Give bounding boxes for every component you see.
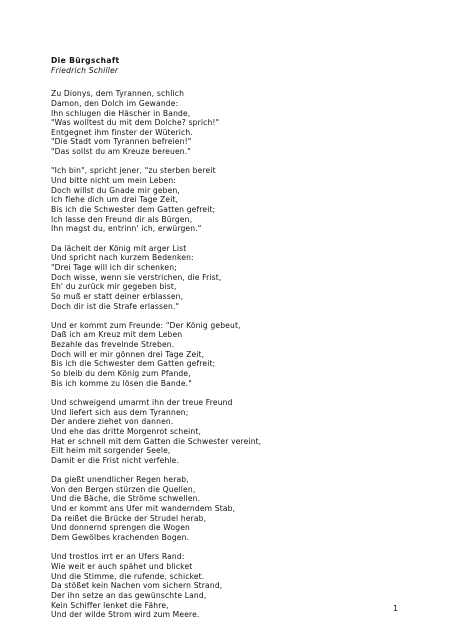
stanza [51,552,421,620]
verse-line: Ihn magst du, entrinn' ich, erwürgen." [51,224,202,234]
stanza [51,398,421,466]
verse-line: Damit er die Frist nicht verfehle. [51,455,180,465]
verse-line: Eilt heim mit sorgender Seele, [51,446,171,456]
poem-author: Friedrich Schiller [51,65,119,75]
verse-line: Damon, den Dolch im Gewande: [51,98,179,108]
poem-title: Die Bürgschaft [51,56,120,65]
document-page [51,56,421,620]
verse-line: Bis ich komme zu lösen die Bande." [51,378,192,388]
verse-line: Kein Schiffer lenket die Fähre, [51,600,169,610]
verse-line: "Die Stadt vom Tyrannen befreien!" [51,137,192,147]
verse-line: Ich flehe dich um drei Tage Zeit, [51,195,179,205]
stanza [51,89,421,157]
stanza [51,475,421,543]
verse-line: Ihn schlugen die Häscher in Bande, [51,108,191,118]
verse-line: Doch dir ist die Strafe erlassen." [51,301,180,311]
verse-line: Und bitte nicht um mein Leben: [51,176,177,186]
verse-line: "Was wolltest du mit dem Dolche? sprich!" [51,118,220,128]
verse-line: Und trostlos irrt er an Ufers Rand: [51,552,185,562]
stanza [51,244,421,312]
verse-line: Und donnernd sprengen die Wogen [51,523,191,533]
verse-line: Da gießt unendlicher Regen herab, [51,475,189,485]
verse-line: Entgegnet ihm finster der Wüterich. [51,127,193,137]
verse-line: Da stößet kein Nachen vom sichern Strand, [51,581,223,591]
verse-line: Und der wilde Strom wird zum Meere. [51,610,200,620]
verse-line: Bis ich die Schwester dem Gatten gefreit; [51,205,216,214]
verse-line: Der ihn setze an das gewünschte Land, [51,590,207,600]
verse-line: Wie weit er auch spähet und blicket [51,561,193,571]
stanza [51,166,421,234]
verse-line: Da lächelt der König mit arger List [51,243,187,253]
verse-line: Doch will er mir gönnen drei Tage Zeit, [51,349,205,359]
verse-line: Da reißet die Brücke der Strudel herab, [51,513,207,523]
verse-line: Ich lasse den Freund dir als Bürgen, [51,214,193,224]
verse-line: Doch wisse, wenn sie verstrichen, die Frist, [51,272,222,282]
verse-line: "Das sollst du am Kreuze bereuen." [51,147,191,157]
verse-line: Eh' du zurück mir gegeben bist, [51,282,177,292]
poem-body [51,89,421,620]
verse-line: Bezahle das frevelnde Streben. [51,340,175,350]
verse-line: Daß ich am Kreuz mit dem Leben [51,330,183,340]
verse-line: Von den Bergen stürzen die Quellen, [51,484,196,494]
verse-line: So bleib du dem König zum Pfande, [51,369,191,379]
verse-line: Zu Dionys, dem Tyrannen, schlich [51,89,185,99]
verse-line: Und ehe das dritte Morgenrot scheint, [51,426,202,436]
verse-line: Und er kommt ans Ufer mit wanderndem Stab, [51,504,236,514]
verse-line: Und die Stimme, die rufende, schicket. [51,571,205,581]
verse-line: Bis ich die Schwester dem Gatten gefreit; [51,359,216,369]
verse-line: Doch willst du Gnade mir geben, [51,185,180,195]
verse-line: So muß er statt deiner erblassen, [51,291,184,301]
verse-line: Der andere ziehet von dannen. [51,417,174,427]
stanza [51,321,421,389]
verse-line: Hat er schnell mit dem Gatten die Schwester vereint, [51,436,262,446]
verse-line: Dem Gewölbes krachenden Bogen. [51,533,190,543]
verse-line: Und schweigend umarmt ihn der treue Freund [51,397,233,407]
verse-line: Und er kommt zum Freunde: "Der König gebeut, [51,320,241,330]
verse-line: Und die Bäche, die Ströme schwellen. [51,494,201,504]
verse-line: Und spricht nach kurzem Bedenken: [51,253,194,263]
verse-line: "Drei Tage will ich dir schenken; [51,262,177,272]
verse-line: "Ich bin", spricht jener, "zu sterben bereit [51,166,216,176]
verse-line: Und liefert sich aus dem Tyrannen; [51,407,189,417]
page-number: 1 [393,604,399,613]
